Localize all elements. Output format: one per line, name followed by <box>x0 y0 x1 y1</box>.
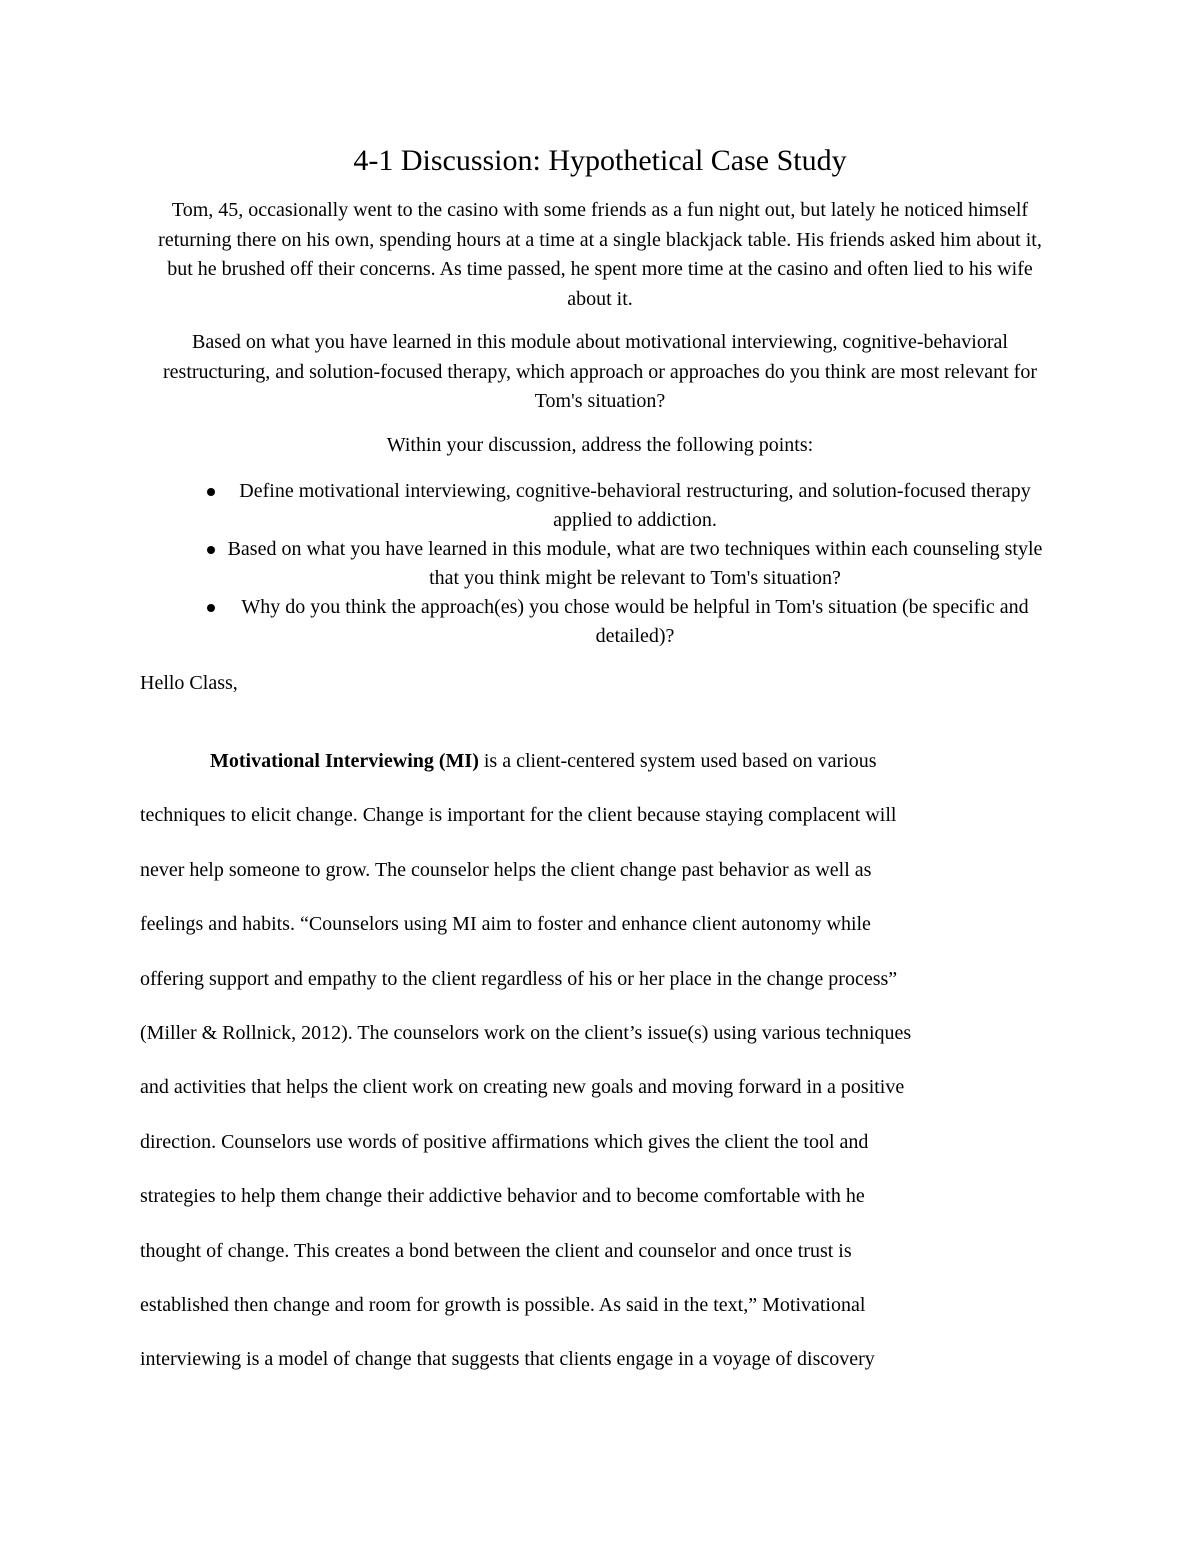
discussion-points-list <box>185 477 1045 651</box>
points-intro: Within your discussion, address the following points: <box>386 434 814 456</box>
case-description: Tom, 45, occasionally went to the casino with some friends as a fun night out, but lately he noticed himself returning there on his own, spending hours at a time at a single blackjack table. His friends asked him about it, but he brushed off their concerns. As time passed, he spent more time at the casino and often lied to his wife about it. <box>158 199 1042 310</box>
list-item <box>185 477 1045 535</box>
bullet-icon <box>207 604 215 612</box>
bullet-icon <box>207 546 215 554</box>
point-text: Why do you think the approach(es) you chose would be helpful in Tom's situation (be specific and detailed)? <box>241 596 1029 647</box>
point-text: Define motivational interviewing, cognitive-behavioral restructuring, and solution-focused therapy applied to addiction. <box>239 480 1031 531</box>
response-line: direction. Counselors use words of positive affirmations which gives the client the tool and <box>140 1130 869 1153</box>
response-line: interviewing is a model of change that suggests that clients engage in a voyage of discovery <box>140 1348 875 1371</box>
list-item <box>185 593 1045 651</box>
response-paragraph <box>140 734 1060 1387</box>
response-line: thought of change. This creates a bond between the client and counselor and once trust is <box>140 1239 852 1262</box>
response-line-text: is a client-centered system used based on various <box>478 750 877 772</box>
response-line: and activities that helps the client work on creating new goals and moving forward in a positive <box>140 1076 905 1099</box>
document-title: 4-1 Discussion: Hypothetical Case Study <box>353 144 847 177</box>
point-text: Based on what you have learned in this module, what are two techniques within each counseling style that you think might be relevant to Tom's situation? <box>227 538 1043 589</box>
list-item <box>185 535 1045 593</box>
response-line: established then change and room for growth is possible. As said in the text,” Motivational <box>140 1294 866 1317</box>
response-line: offering support and empathy to the client regardless of his or her place in the change process” <box>140 967 898 990</box>
prompt-question: Based on what you have learned in this module about motivational interviewing, cognitive-behavioral restructuring, and solution-focused therapy, which approach or approaches do you think are most relevant for Tom's situation? <box>163 331 1037 412</box>
bullet-icon <box>207 488 215 496</box>
response-line: strategies to help them change their addictive behavior and to become comfortable with he <box>140 1185 865 1208</box>
response-line: feelings and habits. “Counselors using MI aim to foster and enhance client autonomy while <box>140 913 871 936</box>
greeting: Hello Class, <box>140 672 238 694</box>
response-line: never help someone to grow. The counselor helps the client change past behavior as well as <box>140 858 872 881</box>
response-line: (Miller & Rollnick, 2012). The counselors work on the client’s issue(s) using various techniques <box>140 1022 912 1045</box>
bold-term: Motivational Interviewing (MI) <box>210 750 479 772</box>
response-line <box>140 734 1060 788</box>
response-line: techniques to elicit change. Change is important for the client because staying complacent will <box>140 804 897 827</box>
